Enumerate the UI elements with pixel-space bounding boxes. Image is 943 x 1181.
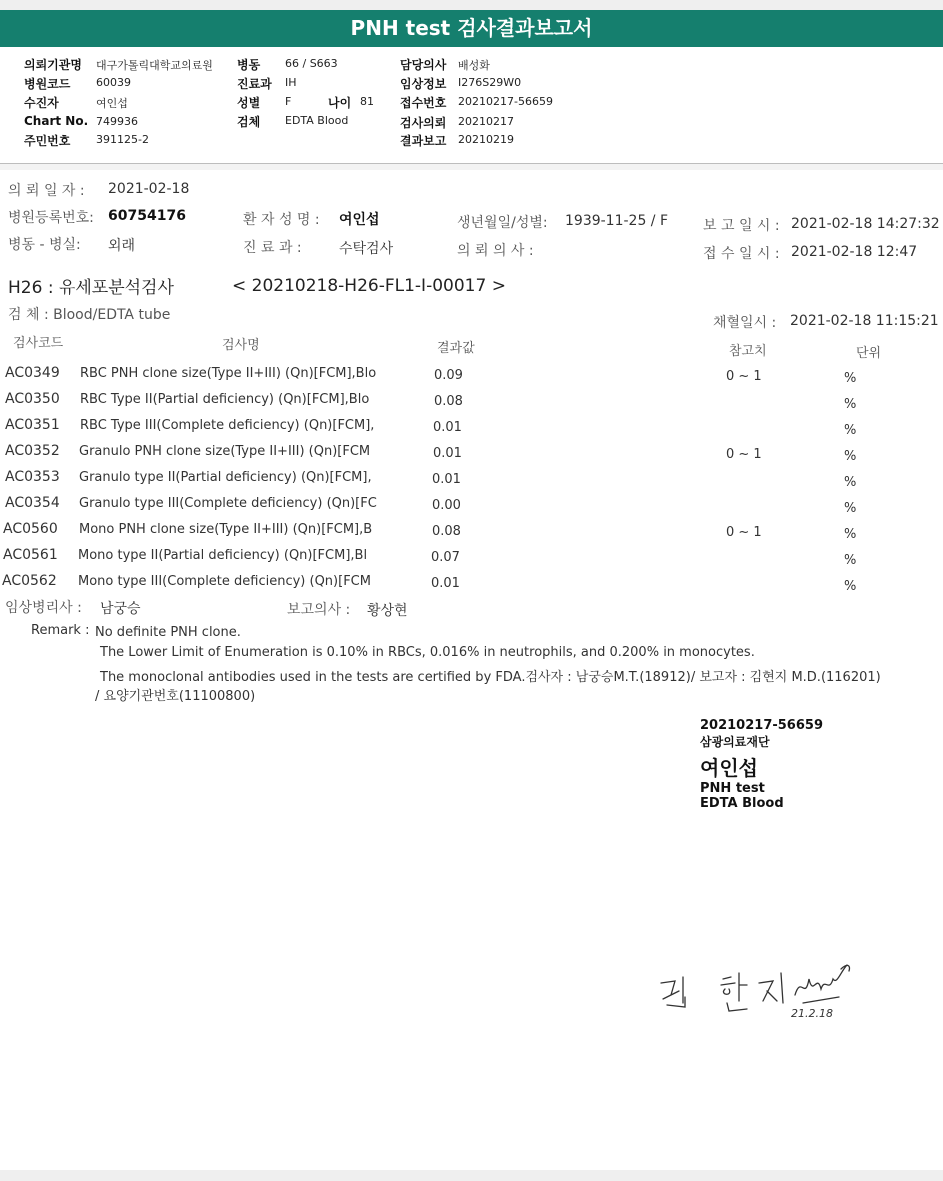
pathologist-value: 남궁승 [100,601,141,617]
row-result: 0.07 [431,550,460,565]
report-label: 결과보고 [400,134,447,148]
reqdoc-label: 의 뢰 의 사 : [457,243,534,259]
section-specimen: 검 체 : Blood/EDTA tube [8,307,171,323]
top-margin [0,0,943,10]
row-result: 0.01 [431,576,460,591]
receipt-dt-value: 2021-02-18 12:47 [791,244,918,260]
section-code: < 20210218-H26-FL1-I-00017 > [232,276,506,296]
ward-label: 병동 [237,58,261,72]
row-name: Mono PNH clone size(Type II+III) (Qn)[FCM],B [79,522,373,537]
row-result: 0.01 [432,472,461,487]
stamp-receipt: 20210217-56659 [700,718,823,733]
col-code: 검사코드 [13,336,64,351]
row-code: AC0354 [5,495,60,511]
row-ref: 0 ~ 1 [726,447,762,462]
stamp-test: PNH test [700,781,765,796]
specimen-label: 검체 [237,115,261,129]
row-result: 0.01 [433,446,462,461]
row-unit: % [844,475,857,490]
row-result: 0.08 [434,394,463,409]
hospital-label: 의뢰기관명 [24,58,82,72]
bottom-margin [0,1170,943,1181]
reporter-value: 황상현 [367,603,408,619]
ward-room-value: 외래 [108,238,136,254]
report-value: 20210219 [458,133,514,146]
row-ref: 0 ~ 1 [726,369,762,384]
row-unit: % [844,397,857,412]
row-result: 0.01 [433,420,462,435]
specimen-value: EDTA Blood [285,114,349,127]
row-code: AC0351 [5,417,60,433]
report-dt-value: 2021-02-18 14:27:32 [791,216,940,232]
row-name: Granulo PNH clone size(Type II+III) (Qn)[FCM [79,444,371,459]
collect-label: 채혈일시 : [713,315,777,331]
dept-label: 진료과 [237,77,272,91]
row-name: RBC Type II(Partial deficiency) (Qn)[FCM],Blo [80,392,370,407]
row-result: 0.08 [432,524,461,539]
report-title: PNH test 검사결과보고서 [0,10,943,47]
row-code: AC0560 [3,521,58,537]
row-result: 0.00 [432,498,461,513]
remark-line-4: / 요양기관번호(11100800) [95,689,256,704]
col-unit: 단위 [856,346,882,361]
header-gap [0,164,943,170]
row-name: Mono type III(Complete deficiency) (Qn)[FCM [78,574,371,589]
row-name: RBC Type III(Complete deficiency) (Qn)[FCM], [80,418,375,433]
dept-info-label: 진 료 과 : [243,240,302,256]
hospital-value: 대구가톨릭대학교의료원 [96,59,213,72]
row-name: Mono type II(Partial deficiency) (Qn)[FCM],Bl [78,548,368,563]
doctor-value: 배성화 [458,59,490,72]
row-unit: % [844,527,857,542]
stamp-specimen: EDTA Blood [700,796,784,811]
dob-value: 1939-11-25 / F [565,213,669,229]
section-name: H26 : 유세포분석검사 [8,278,174,298]
stamp-institute: 삼광의료재단 [700,735,770,749]
col-result: 결과값 [437,341,475,356]
receipt-label: 접수번호 [400,96,447,110]
row-unit: % [844,553,857,568]
row-code: AC0561 [3,547,58,563]
dept-value: IH [285,76,297,89]
req-date-label: 의 뢰 일 자 : [8,183,85,199]
row-unit: % [844,423,857,438]
age-value: 81 [360,95,374,108]
col-name: 검사명 [222,338,260,353]
row-unit: % [844,501,857,516]
request-value: 20210217 [458,115,514,128]
remark-line-1: No definite PNH clone. [95,625,241,640]
reg-no-value: 60754176 [108,208,186,224]
remark-line-2: The Lower Limit of Enumeration is 0.10% in RBCs, 0.016% in neutrophils, and 0.200% in monocytes. [100,645,755,660]
report-header [0,52,943,164]
collect-value: 2021-02-18 11:15:21 [790,313,939,329]
pathologist-label: 임상병리사 : [5,600,82,616]
sex-value: F [285,95,292,108]
row-name: Granulo type II(Partial deficiency) (Qn)[FCM], [79,470,372,485]
rrn-label: 주민번호 [24,134,71,148]
hospcode-value: 60039 [96,76,131,89]
remark-line-3: The monoclonal antibodies used in the tests are certified by FDA.검사자 : 남궁승M.T.(18912)/ 보고자 : 김현지 M.D.(116201) [100,670,881,685]
rrn-value: 391125-2 [96,133,149,146]
signature-date: 21.2.18 [791,1007,833,1020]
row-unit: % [844,449,857,464]
ward-value: 66 / S663 [285,57,338,70]
sex-label: 성별 [237,96,261,110]
row-name: RBC PNH clone size(Type II+III) (Qn)[FCM],Blo [80,366,377,381]
hospcode-label: 병원코드 [24,77,71,91]
pname-value: 여인섭 [339,212,380,228]
request-label: 검사의뢰 [400,116,447,130]
dept-info-value: 수탁검사 [339,241,394,257]
row-ref: 0 ~ 1 [726,525,762,540]
dob-label: 생년월일/성별: [457,215,548,231]
reg-no-label: 병원등록번호: [8,210,94,226]
stamp-patient: 여인섭 [700,756,758,780]
remark-label: Remark : [31,623,90,638]
row-code: AC0352 [5,443,60,459]
row-code: AC0350 [5,391,60,407]
patient-label: 수진자 [24,96,59,110]
ward-room-label: 병동 - 병실: [8,237,81,253]
reporter-label: 보고의사 : [287,602,351,618]
doctor-label: 담당의사 [400,58,447,72]
specimen-stamp [700,718,823,811]
row-unit: % [844,579,857,594]
doctor-signature [655,955,865,1025]
receipt-dt-label: 접 수 일 시 : [703,246,780,262]
clinical-value: I276S29W0 [458,76,522,89]
chart-label: Chart No. [24,114,89,128]
row-result: 0.09 [434,368,463,383]
pname-label: 환 자 성 명 : [243,212,320,228]
age-label: 나이 [328,96,352,110]
report-dt-label: 보 고 일 시 : [703,218,780,234]
clinical-label: 임상정보 [400,77,447,91]
row-code: AC0562 [2,573,57,589]
row-unit: % [844,371,857,386]
col-ref: 참고치 [729,344,767,359]
row-code: AC0349 [5,365,60,381]
receipt-value: 20210217-56659 [458,95,553,108]
req-date-value: 2021-02-18 [108,181,190,197]
row-name: Granulo type III(Complete deficiency) (Qn)[FC [79,496,377,511]
row-code: AC0353 [5,469,60,485]
patient-value: 여인섭 [96,97,128,110]
chart-value: 749936 [96,115,138,128]
